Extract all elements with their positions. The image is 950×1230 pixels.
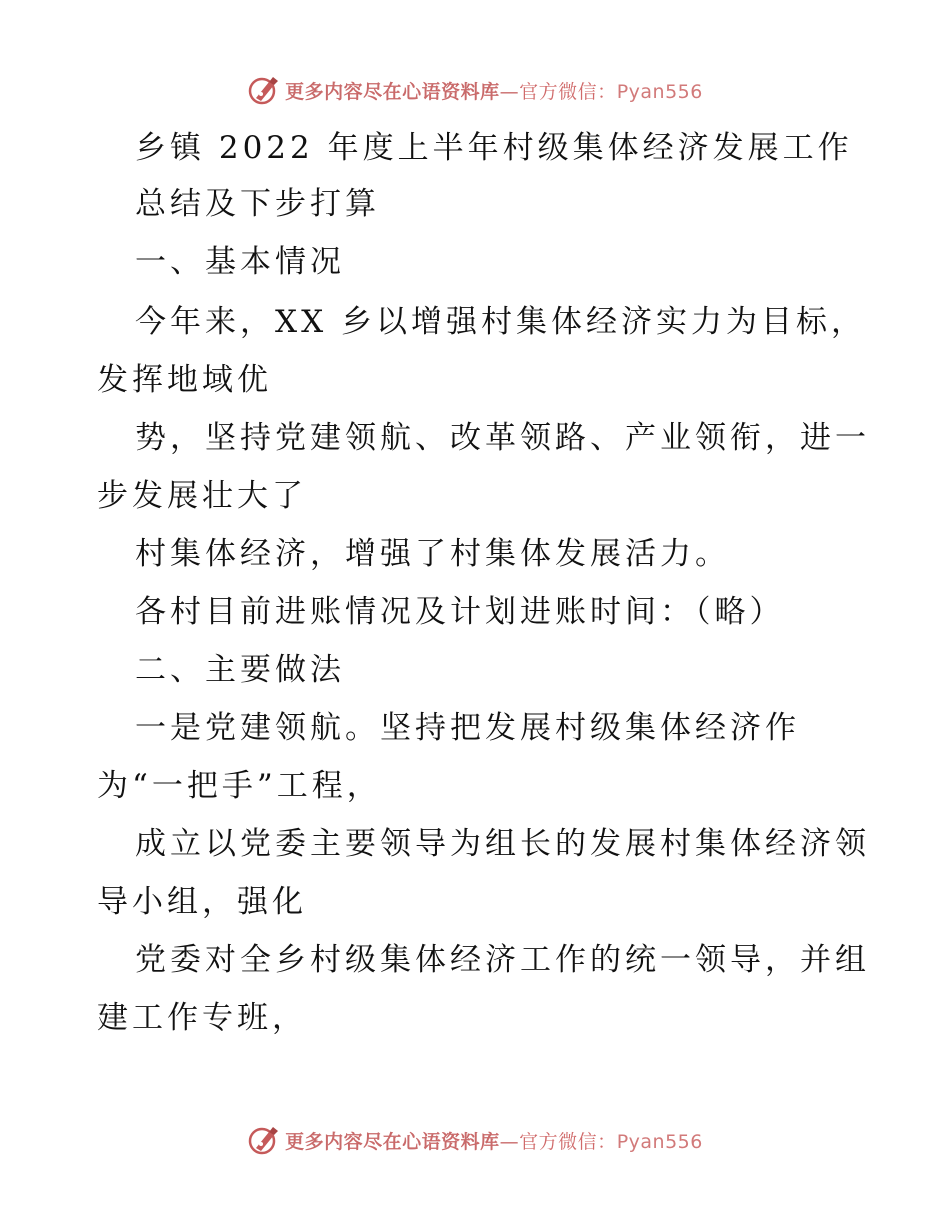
paragraph-line: 一是党建领航。坚持把发展村级集体经济作	[135, 710, 800, 746]
section-heading-1: 一、基本情况	[135, 244, 345, 280]
paragraph-line: 建工作专班，	[97, 1000, 307, 1036]
banner-separator: —	[499, 1130, 520, 1153]
section-heading-2: 二、主要做法	[135, 652, 345, 688]
paragraph-line: 势，坚持党建领航、改革领路、产业领衔，进一	[135, 420, 870, 456]
paragraph-line: 成立以党委主要领导为组长的发展村集体经济领	[135, 826, 870, 862]
banner-separator: —	[499, 80, 520, 103]
banner-wechat-label: 官方微信：	[519, 80, 617, 103]
banner-site-name: 更多内容尽在心语资料库	[285, 80, 500, 103]
footer-watermark-banner	[0, 1120, 950, 1160]
paragraph-line: 党委对全乡村级集体经济工作的统一领导，并组	[135, 942, 870, 978]
paragraph-line: 今年来，XX 乡以增强村集体经济实力为目标，	[135, 304, 866, 340]
banner-wechat-label: 官方微信：	[519, 1130, 617, 1153]
paragraph-line: 各村目前进账情况及计划进账时间：（略）	[135, 594, 785, 630]
header-watermark-banner	[0, 70, 950, 110]
paragraph-line: 步发展壮大了	[97, 478, 307, 514]
paragraph-line: 发挥地域优	[97, 362, 272, 398]
paragraph-line: 为“一把手”工程，	[97, 768, 382, 804]
doc-title-line-2: 总结及下步打算	[135, 186, 380, 222]
banner-site-name: 更多内容尽在心语资料库	[285, 1130, 500, 1153]
pen-nib-logo-icon	[247, 1123, 281, 1157]
pen-nib-logo-icon	[247, 73, 281, 107]
doc-title-line-1: 乡镇 2022 年度上半年村级集体经济发展工作	[135, 130, 853, 166]
banner-wechat-id: Pyan556	[616, 80, 703, 103]
paragraph-line: 导小组，强化	[97, 884, 307, 920]
banner-wechat-id: Pyan556	[616, 1130, 703, 1153]
paragraph-line: 村集体经济，增强了村集体发展活力。	[135, 536, 730, 572]
